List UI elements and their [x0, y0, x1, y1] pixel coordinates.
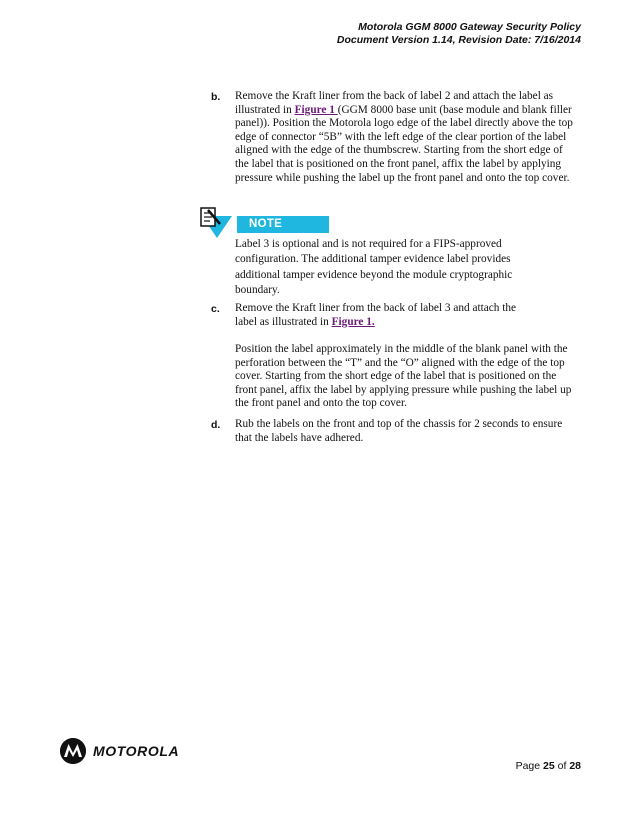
step-b-text-post: (GGM 8000 base unit (base module and blank filler panel)). Position the Motorola logo edge of the label directly above the top edge of connector “5B” with the left edge of the clear portion of the label aligned with the edge of the thumbscrew. Starting from the short edge of the label that is positioned on the front panel, affix the label by applying pressure while pushing the label up the front panel and onto the top cover. [235, 103, 573, 184]
page-current: 25 [543, 760, 555, 772]
header-title: Motorola GGM 8000 Gateway Security Policy [358, 21, 581, 33]
page-number [516, 760, 581, 772]
step-d [211, 418, 577, 445]
note-text: Label 3 is optional and is not required for a FIPS-approved configuration. The additional tamper evidence label provides additional tamper evidence beyond the module cryptographic boundary. [235, 238, 513, 296]
step-b [211, 90, 577, 185]
motorola-batwing-logo [60, 738, 86, 764]
step-b-text-pre: Remove the Kraft liner from the back of label 2 and attach the label as illustrated in [235, 90, 554, 116]
motorola-logo [60, 738, 200, 768]
figure-1-link-c[interactable]: Figure 1. [331, 315, 375, 328]
note-label: NOTE [237, 216, 329, 233]
logo-text: MOTOROLA [93, 743, 180, 759]
header-version: Document Version 1.14, Revision Date: 7/16/2014 [336, 34, 581, 46]
step-b-text [235, 90, 577, 185]
page-prefix: Page [515, 760, 544, 772]
step-d-text: Rub the labels on the front and top of the chassis for 2 seconds to ensure that the labels have adhered. [235, 418, 563, 444]
figure-1-link[interactable]: Figure 1 [294, 103, 338, 116]
step-b-letter: b. [211, 91, 221, 103]
page-total: 28 [569, 760, 581, 772]
step-c-text [235, 302, 535, 329]
note-pencil-icon [198, 206, 234, 242]
page-header [337, 21, 581, 47]
step-c [211, 302, 577, 329]
step-c-letter: c. [211, 303, 220, 315]
step-c-text-pre: Remove the Kraft liner from the back of label 3 and attach the label as illustrated in [235, 302, 517, 328]
step-d-letter: d. [211, 419, 221, 431]
page-of: of [554, 760, 570, 772]
step-c-paragraph: Position the label approximately in the middle of the blank panel with the perforation between the “T” and the “O” aligned with the edge of the top cover. Starting from the short edge of the label that is positioned on the front panel, affix the label by applying pressure while pushing the label up the front panel and onto the top cover. [235, 343, 572, 410]
